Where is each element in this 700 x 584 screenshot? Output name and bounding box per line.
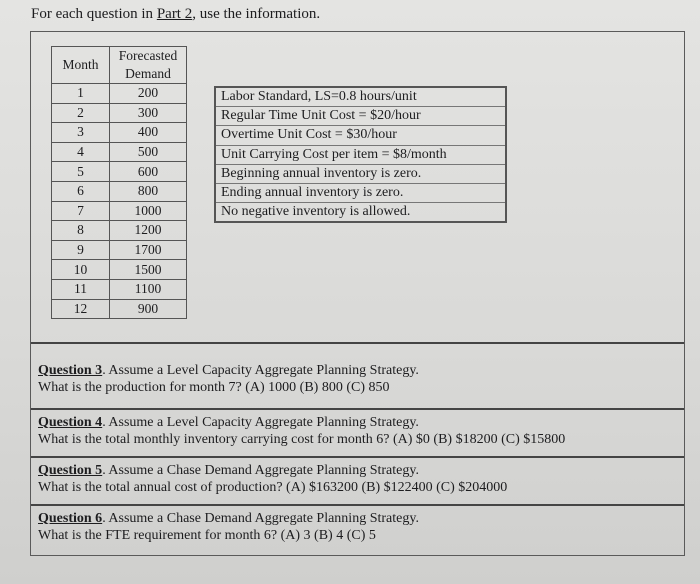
demand-cell: 1700 (110, 240, 187, 260)
question-heading: Question 5 (38, 463, 103, 478)
table-row (52, 260, 187, 280)
question-4 (31, 408, 684, 448)
month-header: Month (52, 47, 110, 84)
table-row (52, 240, 187, 260)
demand-cell: 300 (110, 103, 187, 123)
month-cell: 6 (52, 181, 110, 201)
standard-line: Regular Time Unit Cost = $20/hour (216, 107, 505, 126)
demand-cell: 900 (110, 299, 187, 319)
question-line2: What is the production for month 7? (A) 1000 (B) 800 (C) 850 (38, 380, 390, 395)
table-row (52, 142, 187, 162)
demand-cell: 500 (110, 142, 187, 162)
table-row (52, 181, 187, 201)
month-cell: 5 (52, 162, 110, 182)
demand-cell: 1200 (110, 221, 187, 241)
month-cell: 2 (52, 103, 110, 123)
info-panel (31, 32, 684, 344)
standard-line: Ending annual inventory is zero. (216, 184, 505, 203)
table-row (52, 279, 187, 299)
demand-table (51, 46, 187, 319)
demand-cell: 400 (110, 123, 187, 143)
intro-text (31, 6, 320, 23)
question-line1: . Assume a Level Capacity Aggregate Planning Strategy. (102, 415, 419, 430)
table-row (52, 123, 187, 143)
question-3 (31, 362, 684, 396)
month-cell: 8 (52, 221, 110, 241)
demand-header-line1: Forecasted (118, 48, 178, 63)
month-cell: 12 (52, 299, 110, 319)
demand-cell: 800 (110, 181, 187, 201)
intro-before: For each question in (31, 6, 157, 22)
table-row (52, 221, 187, 241)
demand-cell: 1500 (110, 260, 187, 280)
demand-table-header (52, 47, 187, 84)
demand-header (110, 47, 187, 84)
info-frame (30, 31, 685, 556)
question-line2: What is the total annual cost of production? (A) $163200 (B) $122400 (C) $204000 (38, 480, 508, 495)
demand-cell: 200 (110, 84, 187, 104)
demand-header-line2: Demand (125, 66, 171, 81)
month-cell: 10 (52, 260, 110, 280)
standard-line: Beginning annual inventory is zero. (216, 165, 505, 184)
month-cell: 7 (52, 201, 110, 221)
question-line2: What is the FTE requirement for month 6? (A) 3 (B) 4 (C) 5 (38, 528, 376, 543)
question-line2: What is the total monthly inventory carrying cost for month 6? (A) $0 (B) $18200 (C) $15800 (38, 432, 566, 447)
standard-line: Labor Standard, LS=0.8 hours/unit (216, 88, 505, 107)
standard-line: Unit Carrying Cost per item = $8/month (216, 146, 505, 165)
standard-line: No negative inventory is allowed. (221, 204, 411, 220)
question-6 (31, 504, 684, 544)
table-row (52, 84, 187, 104)
demand-cell: 600 (110, 162, 187, 182)
table-row (52, 162, 187, 182)
month-cell: 9 (52, 240, 110, 260)
question-line1: . Assume a Chase Demand Aggregate Planning Strategy. (102, 511, 419, 526)
month-cell: 1 (52, 84, 110, 104)
question-5 (31, 456, 684, 496)
question-line1: . Assume a Chase Demand Aggregate Planning Strategy. (102, 463, 419, 478)
standards-box (214, 86, 507, 223)
question-heading: Question 4 (38, 415, 103, 430)
question-heading: Question 3 (38, 363, 103, 378)
question-heading: Question 6 (38, 511, 103, 526)
question-line1: . Assume a Level Capacity Aggregate Planning Strategy. (102, 363, 419, 378)
demand-cell: 1000 (110, 201, 187, 221)
table-row (52, 103, 187, 123)
month-cell: 11 (52, 279, 110, 299)
month-cell: 3 (52, 123, 110, 143)
questions-section (31, 344, 684, 555)
standard-line: Overtime Unit Cost = $30/hour (216, 126, 505, 145)
table-row (52, 299, 187, 319)
intro-part: Part 2 (156, 6, 193, 22)
intro-after: , use the information. (192, 6, 321, 22)
month-cell: 4 (52, 142, 110, 162)
table-row (52, 201, 187, 221)
demand-cell: 1100 (110, 279, 187, 299)
